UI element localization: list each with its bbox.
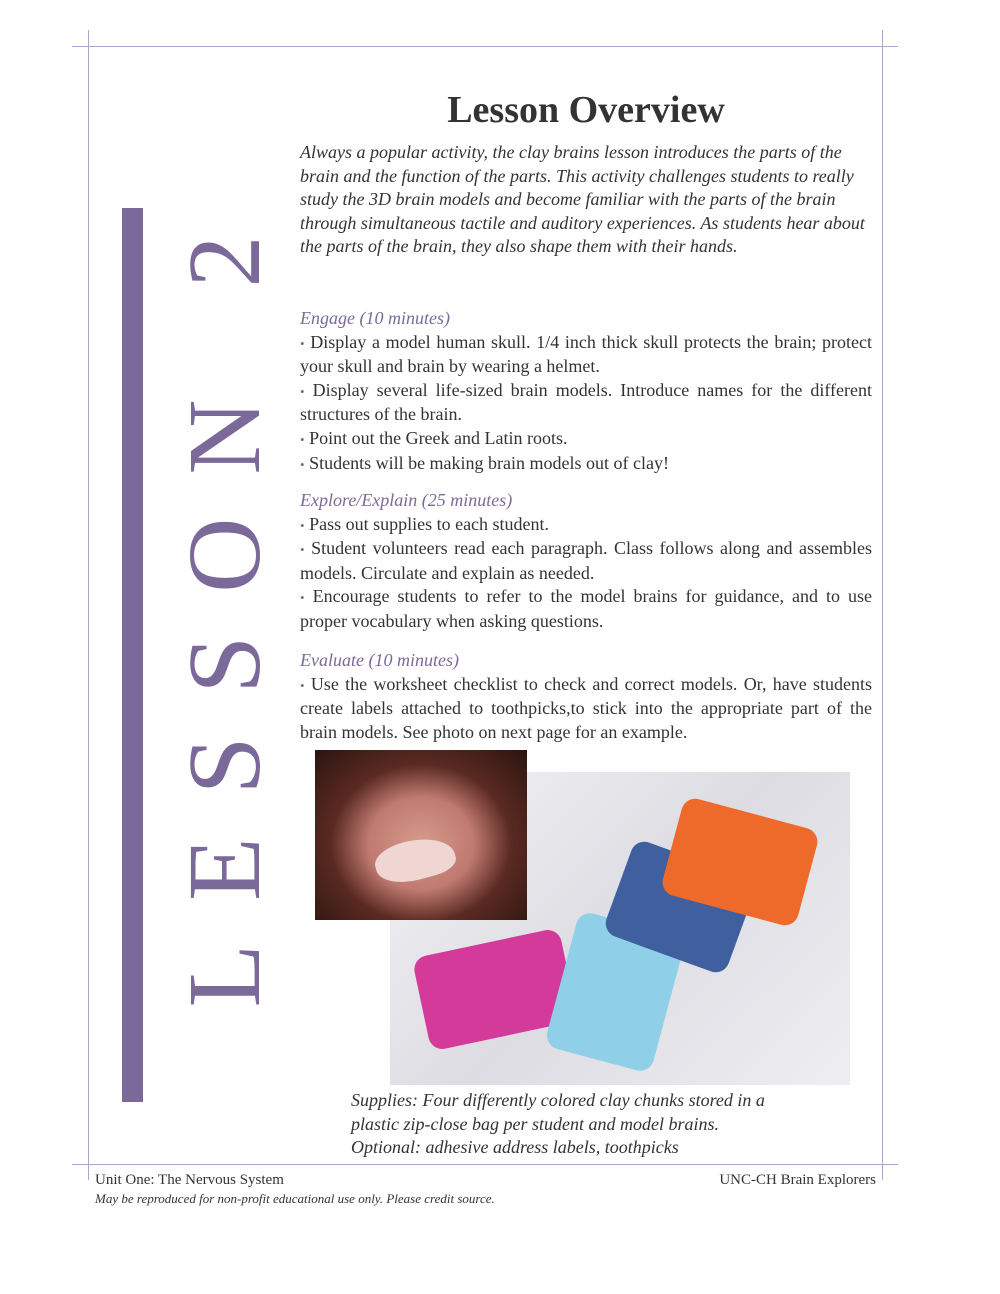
section-heading: Explore/Explain (25 minutes) [300,490,513,510]
photo-caption [351,1089,765,1160]
bullet-icon: • [300,431,305,447]
bullet-text: Display a model human skull. 1/4 inch thick skull protects the brain; protect your skull and brain by wearing a helmet. [300,331,872,377]
crop-line [882,30,883,1180]
section-explore [300,489,872,634]
lesson-label: LESSON 2 [167,192,282,1008]
footer-note: May be reproduced for non-profit educational use only. Please credit source. [95,1191,495,1206]
bullet-text: Students will be making brain models out of clay! [309,452,670,473]
list-item [300,427,872,452]
caption-line: Supplies: Four differently colored clay chunks stored in a [351,1090,765,1110]
bullet-icon: • [300,542,305,558]
side-bar [122,208,143,1102]
section-heading: Engage (10 minutes) [300,308,450,328]
list-item [300,331,872,379]
section-engage [300,307,872,476]
bullet-text: Encourage students to refer to the model brains for guidance, and to use proper vocabulary when asking questions. [300,586,872,631]
bullet-icon: • [300,590,305,606]
section-evaluate [300,649,872,744]
caption-line: plastic zip-close bag per student and model brains. [351,1113,719,1134]
bullet-icon: • [300,335,305,351]
list-item [300,585,872,633]
footer-brand: UNC-CH Brain Explorers [719,1172,876,1188]
bullet-text: Point out the Greek and Latin roots. [309,427,568,448]
crop-line [72,1164,898,1165]
section-heading: Evaluate (10 minutes) [300,650,459,670]
list-item [300,537,872,585]
list-item [300,452,872,477]
footer-unit: Unit One: The Nervous System [95,1172,284,1188]
crop-line [88,30,89,1180]
bullet-text: Student volunteers read each paragraph. Class follows along and assembles models. Circulate and explain as needed. [300,538,872,583]
bullet-icon: • [300,677,305,693]
intro-paragraph: Always a popular activity, the clay brains lesson introduces the parts of the brain and the function of the parts. This activity challenges students to really study the 3D brain models and become familiar with the parts of the brain through simultaneous tactile and auditory experiences. As students hear about the parts of the brain, they also shape them with their hands. [300,142,865,257]
caption-line: Optional: adhesive address labels, toothpicks [351,1137,679,1158]
brain-model-photo [315,750,527,920]
bullet-icon: • [300,517,305,533]
bullet-icon: • [300,383,305,399]
bullet-text: Display several life-sized brain models. Introduce names for the different structures of the brain. [300,379,872,425]
list-item [300,513,872,538]
bullet-text: Use the worksheet checklist to check and correct models. Or, have students create labels attached to toothpicks,to stick into the appropriate part of the brain models. See photo on next page for an example. [300,673,872,742]
page-title: Lesson Overview [447,89,725,131]
bullet-icon: • [300,456,305,472]
bullet-text: Pass out supplies to each student. [309,513,550,534]
list-item [300,379,872,427]
crop-line [72,46,898,47]
list-item [300,673,872,745]
